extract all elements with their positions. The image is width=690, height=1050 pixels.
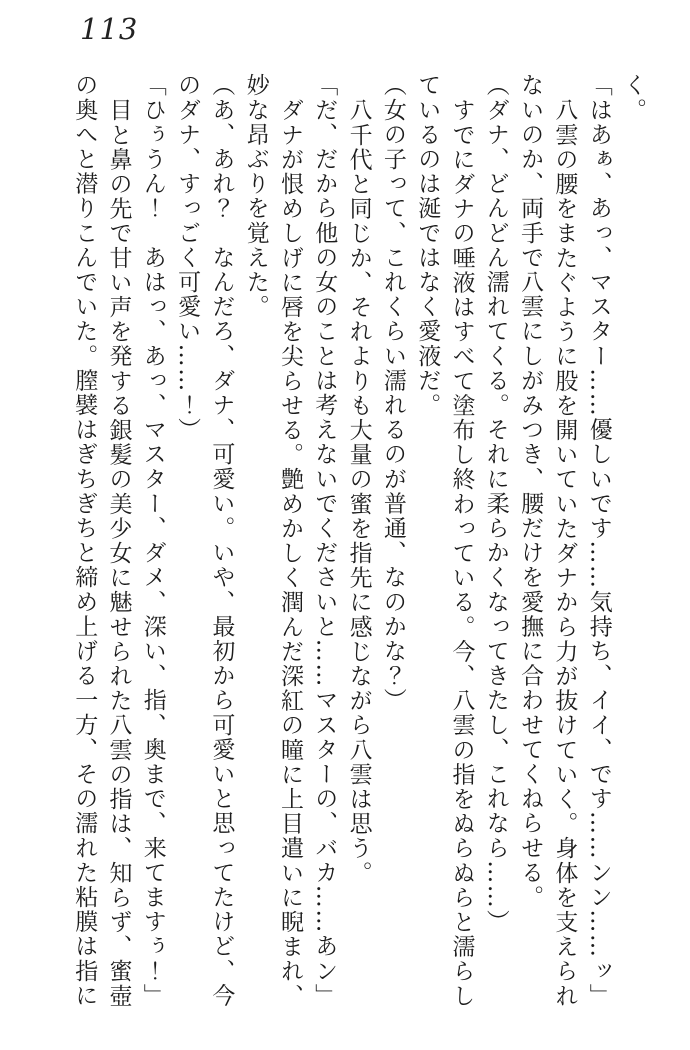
page-number: 113: [80, 12, 139, 46]
text-line: 「ひぅうん！ あはっ、あっ、マスター、ダメ、深い、指、奥まで、来てますぅ！」: [139, 73, 166, 1008]
text-line: 目と鼻の先で甘い声を発する銀髪の美少女に魅せられた八雲の指は、知らず、蜜壺: [105, 97, 132, 1008]
text-line: すでにダナの唾液はすべて塗布し終わっている。今、八雲の指をぬらぬらと濡らし: [448, 97, 475, 1008]
text-line: の奥へと潜りこんでいた。膣襞はぎちぎちと締め上げる一方、その濡れた粘膜は指に: [71, 73, 98, 1008]
text-line: （女の子って、これくらい濡れるのが普通、なのかな？）: [379, 73, 406, 713]
text-line: 「だ、だから他の女のことは考えないでくださいと……マスターの、バカ……あン」: [311, 73, 338, 1008]
text-line: 八千代と同じか、それよりも大量の蜜を指先に感じながら八雲は思う。: [345, 97, 372, 885]
text-line: ているのは涎ではなく愛液だ。: [414, 73, 441, 418]
text-line: （あ、あれ？ なんだろ、ダナ、可愛い。いや、最初から可愛いと思ってたけど、今: [208, 73, 235, 1008]
text-line: ダナが恨めしげに唇を尖らせる。艶めかしく潤んだ深紅の瞳に上目遣いに睨まれ、: [277, 97, 303, 1008]
text-line: 八雲の腰をまたぐように股を開いていたダナから力が抜けていく。身体を支えられ: [551, 97, 578, 1008]
text-line: く。: [620, 73, 646, 123]
text-line: （ダナ、どんどん濡れてくる。それに柔らかくなってきたし、これなら……）: [482, 73, 509, 934]
text-line: のダナ、すっごく可愛い……！）: [174, 73, 201, 442]
text-line: 「はあぁ、あっ、マスター……優しいです……気持ち、イイ、です……ンン……ッ」: [585, 73, 612, 1008]
text-line: 妙な昂ぶりを覚えた。: [242, 73, 269, 319]
text-line: ないのか、両手で八雲にしがみつき、腰だけを愛撫に合わせてくねらせる。: [517, 73, 544, 910]
